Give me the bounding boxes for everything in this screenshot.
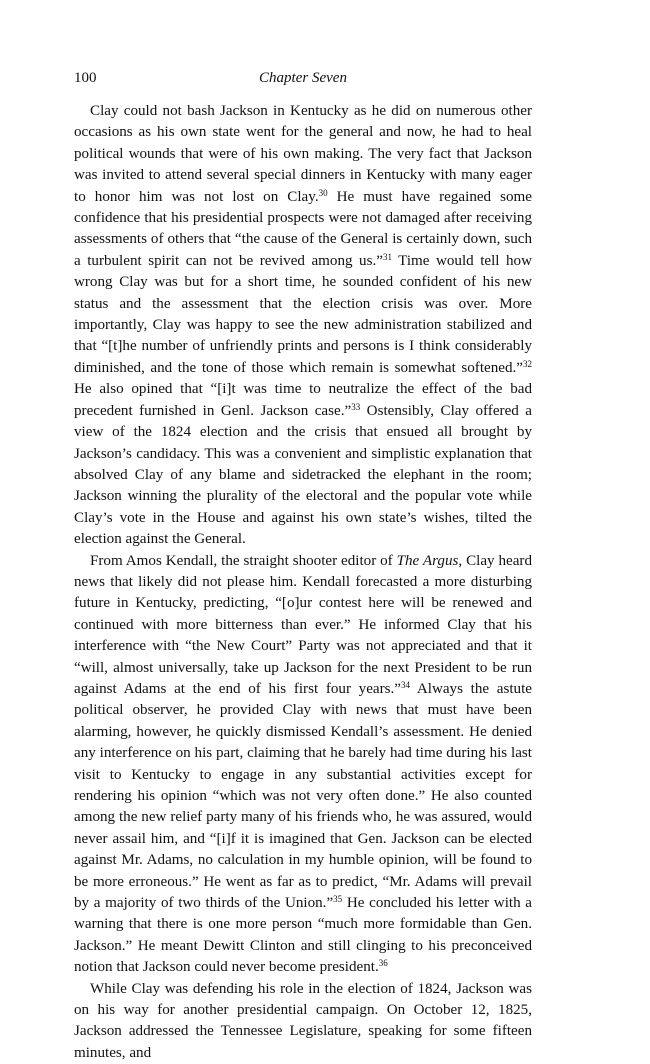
paragraph bbox=[74, 979, 532, 1064]
text-run: , Clay heard news that likely did not please him. Kendall forecasted a more disturbing future in Kentucky, predicting, “[o]ur contest here will be renewed and continued with more bitterness than ever.” He informed Clay that his interference with “the New Court” Party was not appreciated and that it “will, almost universally, take up Jackson for the next President to be run against Adams at the end of his first four years.” bbox=[74, 552, 532, 697]
text-run: He must have regained some confidence that his presidential prospects were not damaged after receiving assessments of others that “the cause of the General is certainly down, such a turbulent spirit can not be revived among us.” bbox=[74, 188, 532, 269]
page-number: 100 bbox=[74, 70, 97, 86]
chapter-title: Chapter Seven bbox=[259, 70, 347, 86]
text-run: He concluded his letter with a warning that there is one more person “much more formidable than Gen. Jackson.” He meant Dewitt Clinton and still clinging to his preconceived notion that Jackson could never become president. bbox=[74, 895, 533, 976]
body-text bbox=[74, 101, 532, 1064]
footnote-marker: 31 bbox=[382, 251, 392, 262]
text-run: While Clay was defending his role in the election of 1824, Jackson was on his way for another presidential campaign. On October 12, 1825, Jackson addressed the Tennessee Legislature, speaking for some fifteen minutes, and bbox=[74, 980, 532, 1061]
italic-title: The Argus bbox=[396, 552, 459, 569]
footnote-marker: 35 bbox=[333, 894, 343, 905]
footnote-marker: 32 bbox=[523, 358, 532, 369]
text-run: Ostensibly, Clay offered a view of the 1824 election and the crisis that ensued all brought by Jackson’s candidacy. This was a convenient and simplistic explanation that absolved Clay of any blame and sidetracked the elephant in the room; Jackson winning the plurality of the electoral and the popular vote while Clay’s vote in the House and against his own state’s wishes, tilted the election against the General. bbox=[74, 402, 532, 548]
running-head bbox=[74, 68, 532, 88]
footnote-marker: 36 bbox=[378, 958, 388, 969]
paragraph bbox=[74, 551, 532, 979]
text-run: Always the astute political observer, he provided Clay with news that must have been alarming, however, he quickly dismissed Kendall’s assessment. He denied any interference on his part, claiming that he barely had time during his last visit to Kentucky to engage in any substantial activities except for rendering his opinion “which was not very often done.” He also counted among the new relief party many of his friends who, he was assured, would never assail him, and “[i]f it is imagined that Gen. Jackson can be elected against Mr. Adams, no calculation in my humble opinion, will be found to be more erroneous.” He went as far as to predict, “Mr. Adams will prevail by a majority of two thirds of the Union.” bbox=[74, 680, 533, 912]
text-run: Clay could not bash Jackson in Kentucky as he did on numerous other occasions as his own state went for the general and now, he had to heal political wounds that were of his own making. The very fact that Jackson was invited to attend several special dinners in Kentucky with many eager to honor him was not lost on Clay. bbox=[74, 103, 532, 205]
paragraph bbox=[74, 101, 532, 551]
text-run: From Amos Kendall, the straight shooter editor of bbox=[90, 552, 397, 569]
footnote-marker: 30 bbox=[318, 187, 328, 198]
footnote-marker: 34 bbox=[401, 679, 410, 690]
text-run: He also opined that “[i]t was time to neutralize the effect of the bad precedent furnished in Genl. Jackson case.” bbox=[74, 381, 532, 419]
footnote-marker: 33 bbox=[351, 401, 361, 412]
text-run: Time would tell how wrong Clay was but for a short time, he sounded confident of his new status and the assessment that the election crisis was over. More importantly, Clay was happy to see the new administration stabilized and that “[t]he number of unfriendly prints and persons is I think considerably diminished, and the tone of those which remain is somewhat softened.” bbox=[74, 252, 532, 376]
